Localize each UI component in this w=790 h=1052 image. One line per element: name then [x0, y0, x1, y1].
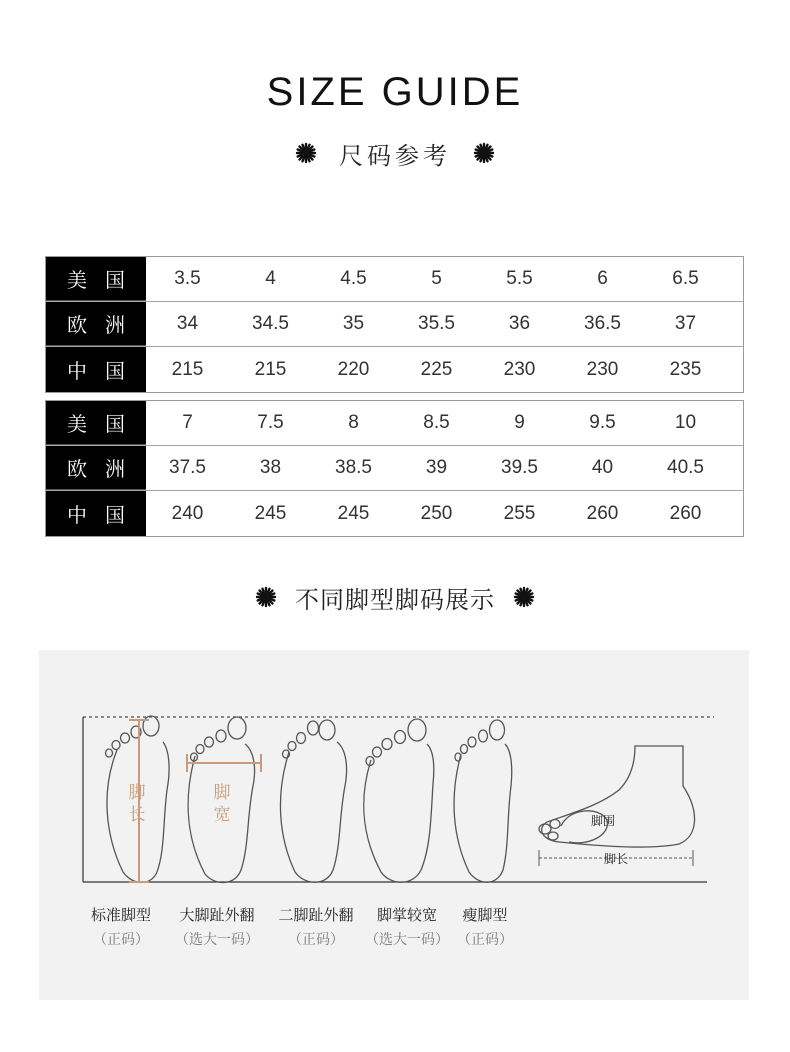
- size-cell: 5: [431, 268, 442, 289]
- size-cell: 3.5: [174, 268, 201, 289]
- size-cell: 7: [182, 412, 193, 433]
- size-cell: 35: [342, 313, 365, 334]
- foot-section-title: 不同脚型脚码展示: [295, 585, 495, 614]
- size-cell: 225: [420, 358, 453, 380]
- subtitle-row: [0, 136, 790, 170]
- foot-side-view: [539, 746, 695, 847]
- size-cell: 6: [597, 268, 608, 289]
- size-row-cn: [46, 491, 743, 536]
- row-label-us: 美国: [46, 257, 146, 301]
- foot-outline-second-toe: [280, 720, 346, 882]
- size-cell: 245: [337, 502, 370, 524]
- size-cell: 6.5: [672, 268, 699, 289]
- size-cell: 8.5: [423, 412, 450, 433]
- size-cell: 7.5: [257, 412, 284, 433]
- size-cell: 39.5: [501, 457, 538, 478]
- size-cell: 8: [348, 412, 359, 433]
- size-cell: 37.5: [169, 457, 206, 478]
- size-cell: 38: [259, 457, 282, 478]
- size-cell: 235: [669, 358, 702, 380]
- size-cell: 36.5: [584, 313, 621, 334]
- length-label-top: 脚: [128, 783, 146, 803]
- side-length-label: 脚长: [603, 852, 629, 866]
- size-cell: 215: [254, 358, 287, 380]
- row-label-cn: 中国: [46, 491, 146, 536]
- width-label-top: 脚: [213, 783, 231, 803]
- page-title: SIZE GUIDE: [266, 70, 524, 114]
- size-cell: 36: [508, 313, 531, 334]
- size-cell: 34.5: [252, 313, 289, 334]
- length-label-bottom: 长: [128, 805, 146, 825]
- size-cell: 260: [586, 502, 619, 524]
- size-cell: 38.5: [335, 457, 372, 478]
- row-label-eu: 欧洲: [46, 302, 146, 346]
- row-label-us: 美国: [46, 401, 146, 445]
- width-label-bottom: 宽: [213, 805, 231, 825]
- size-row-us: [46, 401, 743, 446]
- size-cell: 240: [171, 502, 204, 524]
- size-cell: 34: [176, 313, 199, 334]
- size-cell: 260: [669, 502, 702, 524]
- foot-advice-bunion: （选大一码）: [175, 932, 259, 948]
- starburst-icon: [473, 142, 495, 164]
- foot-outline-wide: [364, 719, 434, 882]
- foot-name-second-toe: 二脚趾外翻: [278, 906, 354, 924]
- size-cell: 37: [674, 313, 697, 334]
- page-subtitle: 尺码参考: [339, 141, 451, 170]
- foot-name-slim: 瘦脚型: [462, 906, 508, 924]
- starburst-icon: [255, 586, 277, 608]
- row-label-eu: 欧洲: [46, 446, 146, 490]
- foot-section-heading: [0, 580, 790, 614]
- starburst-icon: [295, 142, 317, 164]
- size-cell: 10: [674, 412, 697, 433]
- foot-advice-wide: （选大一码）: [365, 932, 449, 948]
- size-table-large: [45, 400, 744, 537]
- size-cell: 230: [503, 358, 536, 380]
- starburst-icon: [513, 586, 535, 608]
- size-row-us: [46, 257, 743, 302]
- foot-advice-standard: （正码）: [93, 932, 149, 948]
- size-row-eu: [46, 302, 743, 347]
- size-cell: 255: [503, 502, 536, 524]
- size-cell: 245: [254, 502, 287, 524]
- foot-name-standard: 标准脚型: [90, 906, 151, 924]
- size-cell: 35.5: [418, 313, 455, 334]
- size-cell: 40.5: [667, 457, 704, 478]
- size-cell: 39: [425, 457, 448, 478]
- size-cell: 230: [586, 358, 619, 380]
- size-row-cn: [46, 347, 743, 392]
- size-row-eu: [46, 446, 743, 491]
- foot-advice-second-toe: （正码）: [288, 932, 344, 948]
- size-cell: 4.5: [340, 268, 367, 289]
- size-cell: 215: [171, 358, 204, 380]
- foot-name-wide: 脚掌较宽: [376, 906, 437, 924]
- foot-name-bunion: 大脚趾外翻: [179, 906, 255, 924]
- foot-advice-slim: （正码）: [457, 932, 513, 948]
- side-girth-label: 脚围: [590, 814, 616, 828]
- size-cell: 9.5: [589, 412, 616, 433]
- size-cell: 220: [337, 358, 370, 380]
- size-table-small: [45, 256, 744, 393]
- size-cell: 250: [420, 502, 453, 524]
- foot-outline-slim: [454, 720, 512, 882]
- foot-type-panel: [39, 650, 749, 1000]
- size-cell: 40: [591, 457, 614, 478]
- size-cell: 5.5: [506, 268, 533, 289]
- size-cell: 9: [514, 412, 525, 433]
- row-label-cn: 中国: [46, 347, 146, 392]
- size-cell: 4: [265, 268, 276, 289]
